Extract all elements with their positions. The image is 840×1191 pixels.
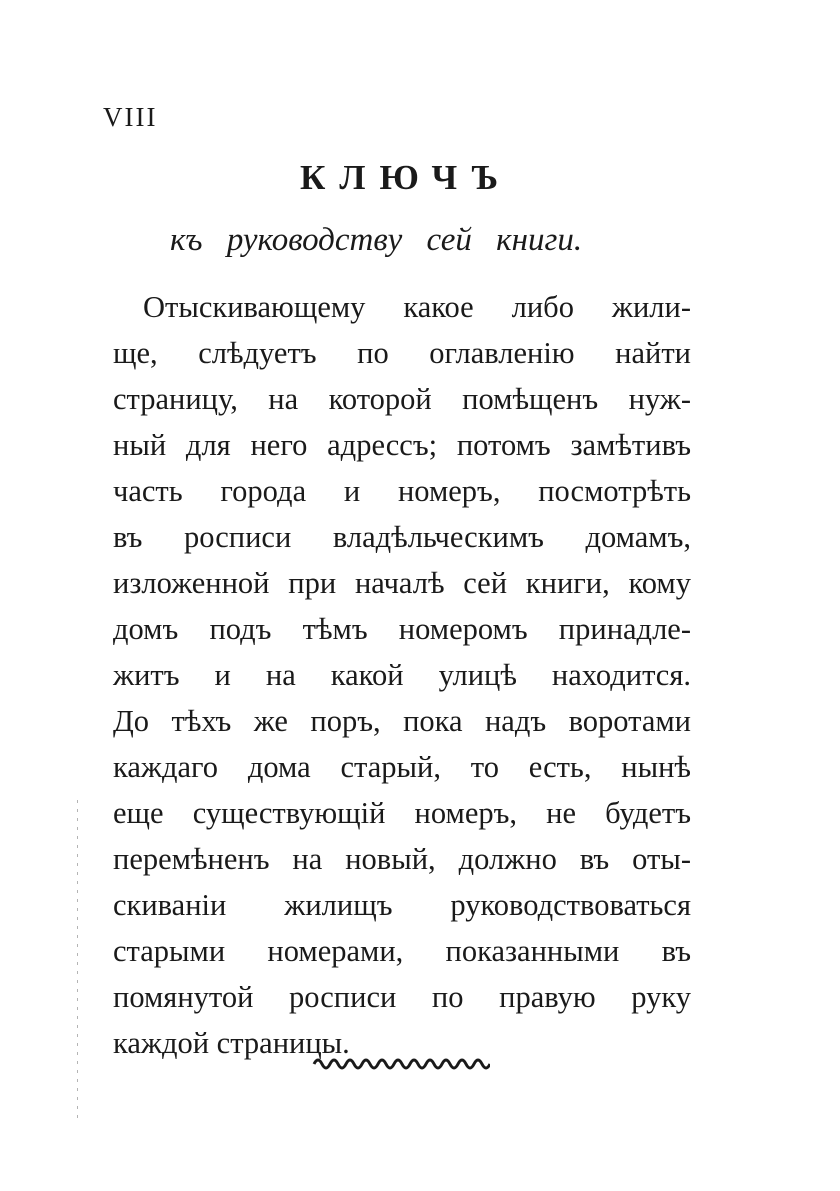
text-line: До тѣхъ же поръ, пока надъ воротами (113, 704, 691, 738)
text-line: перемѣненъ на новый, должно въ оты- (113, 842, 691, 876)
text-line: часть города и номеръ, посмотрѣть (113, 474, 691, 508)
text-line: житъ и на какой улицѣ находится. (113, 658, 691, 692)
margin-line (77, 800, 78, 1120)
text-line: изложенной при началѣ сей книги, кому (113, 566, 691, 600)
body-paragraph (113, 284, 691, 1066)
text-line: ный для него адрессъ; потомъ замѣтивъ (113, 428, 691, 462)
text-line: старыми номерами, показанными въ (113, 934, 691, 968)
text-line: страницу, на которой помѣщенъ нуж- (113, 382, 691, 416)
text-line: помянутой росписи по правую руку (113, 980, 691, 1014)
text-line: въ росписи владѣльческимъ домамъ, (113, 520, 691, 554)
page-subtitle: къ руководству сей книги. (170, 222, 583, 258)
text-line: каждой страницы. (113, 1026, 350, 1060)
page-number: VIII (103, 102, 158, 132)
text-line: каждаго дома старый, то есть, нынѣ (113, 750, 691, 784)
text-line: домъ подъ тѣмъ номеромъ принадле- (113, 612, 691, 646)
text-line: еще существующій номеръ, не будетъ (113, 796, 691, 830)
page-title: КЛЮЧЪ (300, 158, 512, 197)
text-line: Отыскивающему какое либо жили- (143, 290, 691, 324)
text-line: скиваніи жилищъ руководствоваться (113, 888, 691, 922)
text-line: ще, слѣдуетъ по оглавленію найти (113, 336, 691, 370)
wavy-ornament (312, 1050, 490, 1072)
